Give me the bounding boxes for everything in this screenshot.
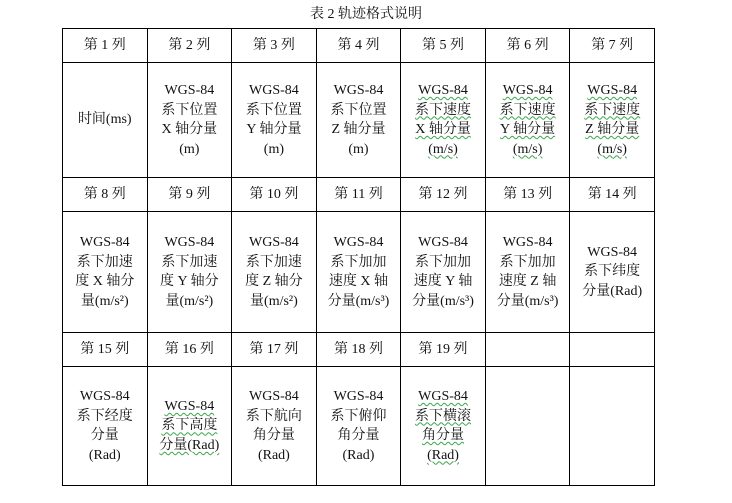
table-cell [232,63,317,178]
table-cell [232,29,317,63]
table-row [63,367,655,486]
table-cell [63,29,148,63]
cell-text: WGS-84 系下位置 X 轴分量 (m) [161,83,218,157]
table-cell [485,367,570,486]
cell-text: 第 11 列 [334,186,383,202]
cell-text: WGS-84 系下俯仰 角分量 (Rad) [330,389,387,463]
cell-text: WGS-84 系下加加 速度 X 轴 分量(m/s³) [327,235,390,309]
table-cell [63,178,148,212]
table-cell [401,29,486,63]
cell-text: WGS-84 系下加速 度 Z 轴分 量(m/s²) [245,235,303,309]
table-cell [316,63,401,178]
cell-text: 第 10 列 [249,186,299,202]
table-cell [485,63,570,178]
cell-text: WGS-84 系下位置 Y 轴分量 (m) [245,83,302,157]
table-header-row [63,29,655,63]
cell-text: WGS-84 系下加加 速度 Y 轴 分量(m/s³) [412,235,474,309]
table-cell [570,333,655,367]
table-cell [63,367,148,486]
cell-text: 第 9 列 [168,186,211,202]
cell-text: WGS-84 系下速度 Y 轴分量 (m/s) [499,83,556,157]
table-cell [232,212,317,333]
trajectory-format-table [62,28,655,486]
table-cell [147,333,232,367]
table-cell [147,29,232,63]
table-header-row [63,178,655,212]
cell-text: WGS-84 系下航向 角分量 (Rad) [245,389,302,463]
cell-text: 第 12 列 [418,186,468,202]
table-cell [316,333,401,367]
cell-text: 第 13 列 [503,186,553,202]
table-cell [232,367,317,486]
table-cell [316,367,401,486]
table-cell [570,63,655,178]
table-cell [570,212,655,333]
cell-text: 第 1 列 [83,37,126,53]
table-cell [485,178,570,212]
table-cell [485,212,570,333]
table-cell [570,367,655,486]
cell-text: WGS-84 系下纬度 分量(Rad) [582,244,643,299]
cell-text: WGS-84 系下横滚 角分量 (Rad) [415,389,472,463]
table-cell [147,63,232,178]
table-cell [147,212,232,333]
cell-text: 第 3 列 [252,37,295,53]
table-cell [63,333,148,367]
table-cell [147,178,232,212]
table-row [63,212,655,333]
cell-text: 第 19 列 [418,341,468,357]
table-cell [570,29,655,63]
cell-text: WGS-84 系下加加 速度 Z 轴 分量(m/s³) [496,235,559,309]
table-cell [316,178,401,212]
cell-text: WGS-84 系下位置 Z 轴分量 (m) [330,83,387,157]
cell-text: 时间(ms) [77,112,132,128]
cell-text: 第 18 列 [333,341,383,357]
table-row [63,63,655,178]
table-caption: 表 2 轨迹格式说明 [310,7,422,22]
table-cell [63,212,148,333]
table-cell [63,63,148,178]
table-cell [316,212,401,333]
table-cell [401,63,486,178]
cell-text: 第 17 列 [249,341,299,357]
table-cell [485,29,570,63]
cell-text: 第 8 列 [83,186,126,202]
table-cell [401,178,486,212]
table-cell [401,212,486,333]
table-header-row [63,333,655,367]
table-cell [232,178,317,212]
cell-text: 第 5 列 [422,37,465,53]
cell-text: 第 14 列 [587,186,637,202]
table-cell [401,333,486,367]
cell-text: 第 7 列 [591,37,634,53]
table-cell [570,178,655,212]
cell-text: 第 2 列 [168,37,211,53]
cell-text: WGS-84 系下经度 分量 (Rad) [76,389,133,463]
cell-text: WGS-84 系下速度 Z 轴分量 (m/s) [584,83,641,157]
table-cell [401,367,486,486]
cell-text: 第 6 列 [506,37,549,53]
cell-text: WGS-84 系下加速 度 X 轴分 量(m/s²) [75,235,135,309]
cell-text: WGS-84 系下高度 分量(Rad) [159,398,220,453]
table-cell [485,333,570,367]
cell-text: 第 4 列 [337,37,380,53]
table-cell [147,367,232,486]
table-cell [316,29,401,63]
table-cell [232,333,317,367]
cell-text: WGS-84 系下加速 度 Y 轴分 量(m/s²) [160,235,219,309]
cell-text: 第 16 列 [164,341,214,357]
cell-text: 第 15 列 [80,341,130,357]
cell-text: WGS-84 系下速度 X 轴分量 (m/s) [415,83,472,157]
